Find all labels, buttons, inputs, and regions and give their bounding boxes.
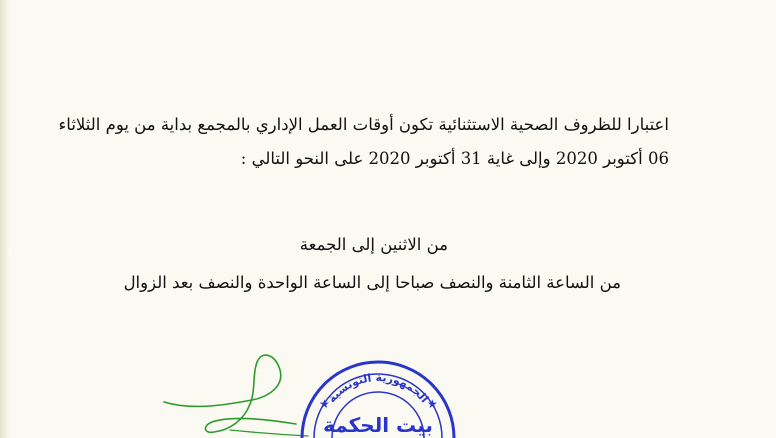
svg-text:الجمهورية التونسية (325, 371, 431, 405)
notice-line-1: اعتبارا للظروف الصحية الاستثنائية تكون أوقات العمل الإداري بالمجمع بداية من يوم الثلاثاء (58, 115, 669, 134)
working-days-line: من الاثنين إلى الجمعة (299, 235, 448, 254)
stamp-ring-text: الجمهورية التونسية (325, 370, 431, 406)
stamp-center-text: بيت الحكمة (323, 413, 433, 437)
page-edge (0, 0, 10, 438)
official-stamp (297, 358, 459, 438)
notice-line-2: 06 أكتوبر 2020 وإلى غاية 31 أكتوبر 2020 على النحو التالي : (240, 149, 669, 168)
svg-text:★: ★ (319, 397, 330, 411)
working-hours-line: من الساعة الثامنة والنصف صباحا إلى الساعة الواحدة والنصف بعد الزوال (123, 273, 621, 292)
handwritten-signature (160, 340, 310, 438)
svg-text:★: ★ (427, 397, 438, 411)
